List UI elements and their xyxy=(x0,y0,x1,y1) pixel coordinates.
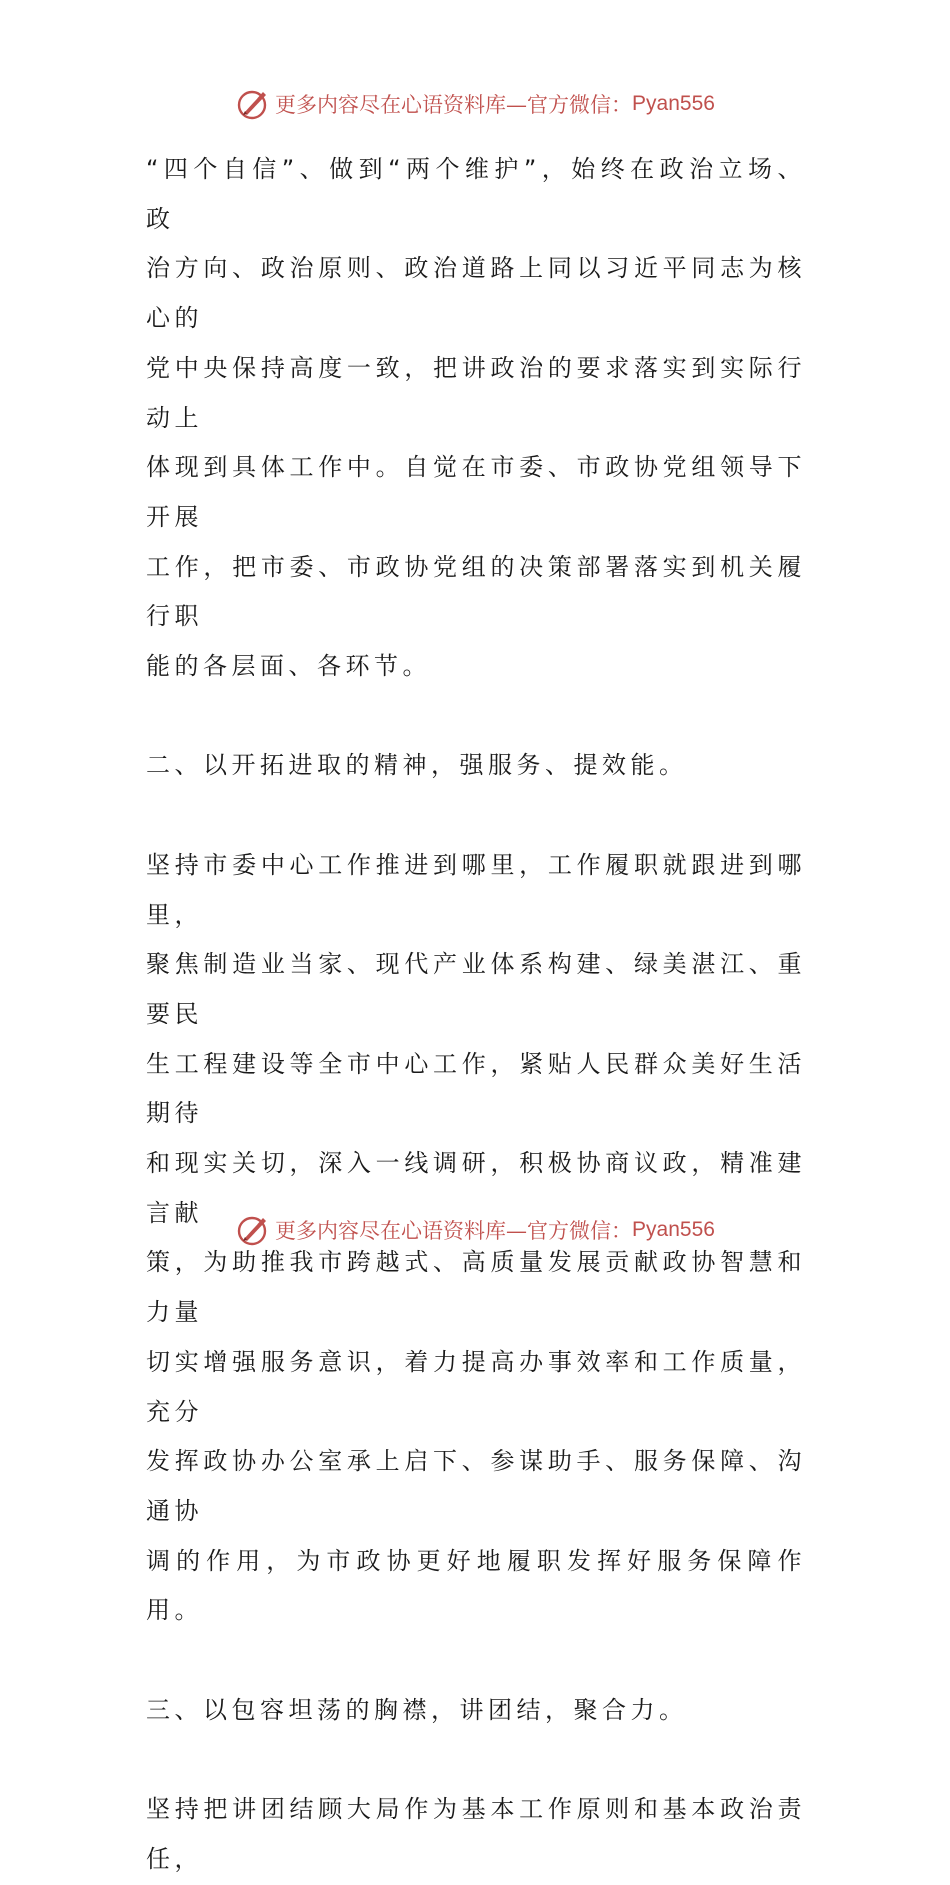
banner-wechat-id: Pyan556 xyxy=(632,92,715,115)
text-line: “四个自信”、做到“两个维护”，始终在政治立场、政 xyxy=(146,155,806,233)
banner-text: 更多内容尽在心语资料库—官方微信： xyxy=(275,1219,633,1243)
quill-pen-logo-icon xyxy=(235,86,271,122)
quill-pen-logo-icon xyxy=(235,1212,271,1248)
text-line: 发挥政协办公室承上启下、参谋助手、服务保障、沟通协 xyxy=(146,1447,806,1525)
section-heading-2: 二、以开拓进取的精神，强服务、提效能。 xyxy=(146,751,688,780)
footer-banner xyxy=(0,1208,950,1252)
text-line: 能的各层面、各环节。 xyxy=(146,652,431,681)
section-heading-3: 三、以包容坦荡的胸襟，讲团结，聚合力。 xyxy=(146,1695,688,1724)
text-line: 坚持把讲团结顾大局作为基本工作原则和基本政治责任， xyxy=(146,1795,806,1873)
text-line: 体现到具体工作中。自觉在市委、市政协党组领导下开展 xyxy=(146,453,806,531)
paragraph-3 xyxy=(146,1785,806,1884)
document-body xyxy=(146,145,806,1885)
header-banner xyxy=(0,82,950,126)
text-line: 治方向、政治原则、政治道路上同以习近平同志为核心的 xyxy=(146,254,806,333)
text-line: 聚焦制造业当家、现代产业体系构建、绿美湛江、重要民 xyxy=(146,950,806,1028)
banner-text: 更多内容尽在心语资料库—官方微信： xyxy=(275,93,633,117)
text-line: 切实增强服务意识，着力提高办事效率和工作质量，充分 xyxy=(146,1347,806,1426)
text-line: 和现实关切，深入一线调研，积极协商议政，精准建言献 xyxy=(146,1149,806,1227)
paragraph-1 xyxy=(146,145,806,692)
banner-wechat-id: Pyan556 xyxy=(632,1218,715,1241)
text-line: 坚持市委中心工作推进到哪里，工作履职就跟进到哪里， xyxy=(146,850,806,929)
text-line: 生工程建设等全市中心工作，紧贴人民群众美好生活期待 xyxy=(146,1049,806,1128)
text-line: 党中央保持高度一致，把讲政治的要求落实到实际行动上 xyxy=(146,353,806,432)
text-line: 工作，把市委、市政协党组的决策部署落实到机关履行职 xyxy=(146,552,806,631)
text-line: 策，为助推我市跨越式、高质量发展贡献政协智慧和力量 xyxy=(146,1248,806,1327)
text-line: 调的作用，为市政协更好地履职发挥好服务保障作用。 xyxy=(146,1546,806,1625)
